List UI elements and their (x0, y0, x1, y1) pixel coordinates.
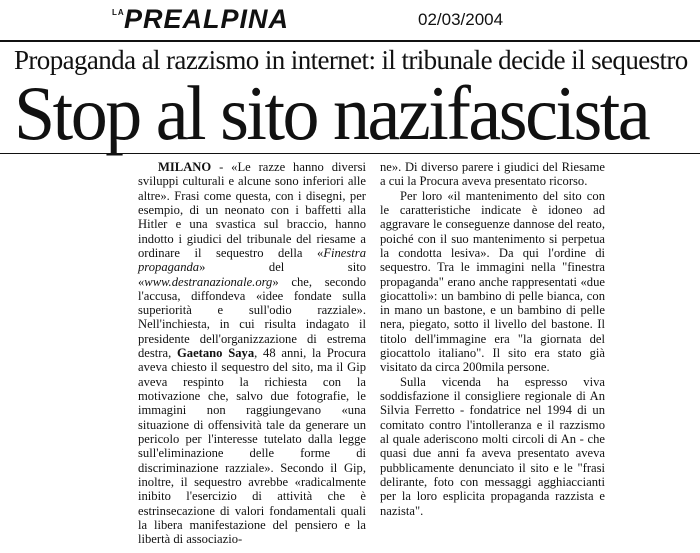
text-segment: , 48 anni, la Procura aveva chiesto il sequestro del sito, ma il Gip aveva respinto la richiesta con la motivazione che, salvo due fotografie, le immagini non raggiungevano «una situazione di offensività tale da generare un pericolo per l'interesse tutelato dalla legge sull'eliminazione delle forme di discriminazione razziale». Secondo il Gip, inoltre, il sequestro avrebbe «radicalmente inibito l'esercizio di attività che è estrinsecazione di valori fondamentali quali la libera manifestazione del pensiero e la libertà di associazio- (138, 346, 366, 547)
dateline: MILANO (158, 160, 212, 174)
article-column-left (138, 160, 366, 546)
person-name: Gaetano Saya (176, 346, 255, 361)
masthead (0, 0, 700, 42)
text-segment: - «Le razze hanno diversi sviluppi culturali e alcune sono inferiori alle altre». Frasi come questa, con i disegni, per esempio, di un neonato con i baffetti alla Hitler e una svastica sul braccio, hanno indotto i giudici del tribunale del riesame a ordinare il sequestro della « (138, 160, 366, 260)
masthead-prefix: LA (112, 8, 125, 17)
newspaper-logo: PREALPINA (124, 4, 290, 34)
article-column-right (380, 160, 605, 518)
article-headline: Stop al sito nazifascista (14, 70, 649, 158)
italic-title: Finestra propaganda (138, 245, 366, 275)
article-subtitle: Propaganda al razzismo in internet: il tribunale decide il sequestro (14, 45, 688, 75)
text-segment: » del sito « (138, 260, 366, 289)
text-segment: » che, secondo l'accusa, diffondeva «idee fondate sulla superiorità e sull'odio razziale». Nell'inchiesta, in cui risulta indagato il presidente dell'organizzazione di estrema destra, (138, 274, 366, 361)
publication-date: 02/03/2004 (418, 10, 504, 29)
website-address: www.destranazionale.org (144, 274, 273, 289)
paragraph (138, 160, 366, 546)
paragraph: Per loro «il mantenimento del sito con le caratteristiche indicate è idoneo ad aggravare le conseguenze dannose del reato, poiché con il suo mantenimento si perpetua la condotta lesiva». Da qui l'ordine di sequestro. Tra le immagini nella "finestra propaganda" erano anche rappresentati «due giocattoli»: un bambino di pelle bianca, con in mano un bastone, e un bambino di pelle nera, piegato, sotto il livello del bastone. Il titolo dell'immagine era "la giornata del giocattolo italiano". Il sito era stato già visitato da circa 200mila persone. (380, 188, 605, 375)
paragraph: Sulla vicenda ha espresso viva soddisfazione il consigliere regionale di An Silvia Ferretto - fondatrice nel 1994 di un comitato contro l'intolleranza e il razzismo al quale aderiscono molti circoli di An - che quasi due anni fa aveva presentato aveva pubblicamente denunciato il sito e le "frasi delirante, foto con messaggi agghiaccianti per la loro esplicita propaganda razzista e nazista". (380, 374, 605, 518)
paragraph: ne». Di diverso parere i giudici del Riesame a cui la Procura aveva presentato ricorso. (380, 160, 605, 189)
masthead-divider (0, 40, 700, 42)
headline-divider (0, 153, 700, 154)
